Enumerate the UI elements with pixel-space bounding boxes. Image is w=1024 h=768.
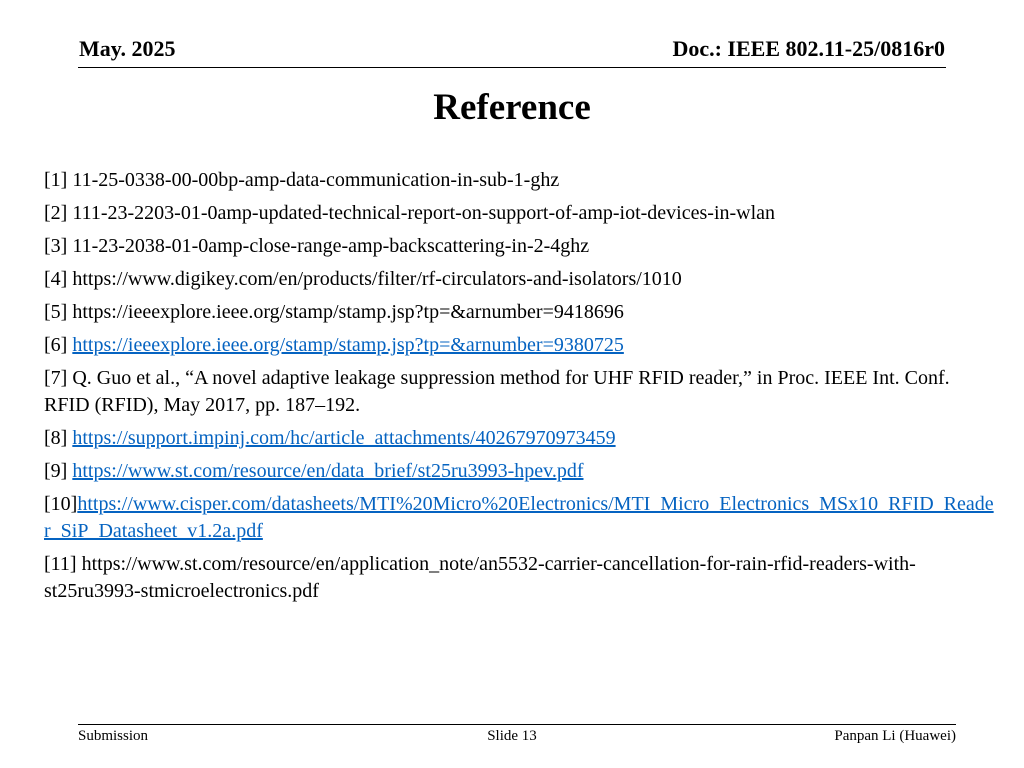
reference-number: [11]: [44, 553, 82, 575]
reference-text: Q. Guo et al., “A novel adaptive leakage suppression method for UHF RFID reader,” in Proc. IEEE Int. Conf. RFID (RFID), May 2017, pp. 187–192.: [44, 367, 950, 416]
footer-author: Panpan Li (Huawei): [834, 728, 956, 744]
reference-number: [9]: [44, 460, 73, 482]
header-doc-id: Doc.: IEEE 802.11-25/0816r0: [672, 36, 945, 61]
slide-title: Reference: [433, 87, 591, 128]
reference-item-3: [44, 233, 994, 260]
reference-number: [6]: [44, 334, 73, 356]
reference-number: [2]: [44, 202, 73, 224]
reference-number: [7]: [44, 367, 73, 389]
reference-number: [8]: [44, 427, 73, 449]
reference-item-10: [44, 491, 994, 545]
reference-text: https://www.st.com/resource/en/application_note/an5532-carrier-cancellation-for-rain-rfid-readers-with-st25ru3993-stmicroelectronics.pdf: [44, 553, 916, 602]
reference-item-8: [44, 425, 994, 452]
reference-text: https://ieeexplore.ieee.org/stamp/stamp.jsp?tp=&arnumber=9418696: [72, 301, 624, 323]
reference-list: [44, 167, 994, 611]
reference-item-7: [44, 365, 994, 419]
reference-number: [1]: [44, 169, 73, 191]
reference-text: 11-23-2038-01-0amp-close-range-amp-backscattering-in-2-4ghz: [72, 235, 590, 257]
header-divider: [78, 67, 946, 68]
reference-link[interactable]: https://www.cisper.com/datasheets/MTI%20Micro%20Electronics/MTI_Micro_Electronics_MSx10_RFID_Reader_SiP_Datasheet_v1.2a.pdf: [44, 493, 994, 542]
reference-number: [10]: [44, 493, 78, 515]
reference-item-2: [44, 200, 994, 227]
reference-number: [4]: [44, 268, 73, 290]
reference-item-5: [44, 299, 994, 326]
reference-number: [3]: [44, 235, 73, 257]
reference-item-11: [44, 551, 994, 605]
reference-link[interactable]: https://www.st.com/resource/en/data_brief/st25ru3993-hpev.pdf: [72, 460, 584, 482]
reference-item-9: [44, 458, 994, 485]
reference-number: [5]: [44, 301, 73, 323]
reference-item-6: [44, 332, 994, 359]
footer-slide-number: Slide 13: [487, 728, 537, 744]
reference-item-1: [44, 167, 994, 194]
reference-text: 11-25-0338-00-00bp-amp-data-communication-in-sub-1-ghz: [72, 169, 560, 191]
reference-link[interactable]: https://ieeexplore.ieee.org/stamp/stamp.jsp?tp=&arnumber=9380725: [72, 334, 624, 356]
reference-link[interactable]: https://support.impinj.com/hc/article_attachments/40267970973459: [72, 427, 616, 449]
reference-text: https://www.digikey.com/en/products/filter/rf-circulators-and-isolators/1010: [72, 268, 682, 290]
reference-text: 111-23-2203-01-0amp-updated-technical-report-on-support-of-amp-iot-devices-in-wlan: [72, 202, 776, 224]
footer-submission: Submission: [78, 728, 149, 744]
footer-divider: [78, 724, 956, 725]
reference-item-4: [44, 266, 994, 293]
header-date: May. 2025: [79, 36, 176, 61]
